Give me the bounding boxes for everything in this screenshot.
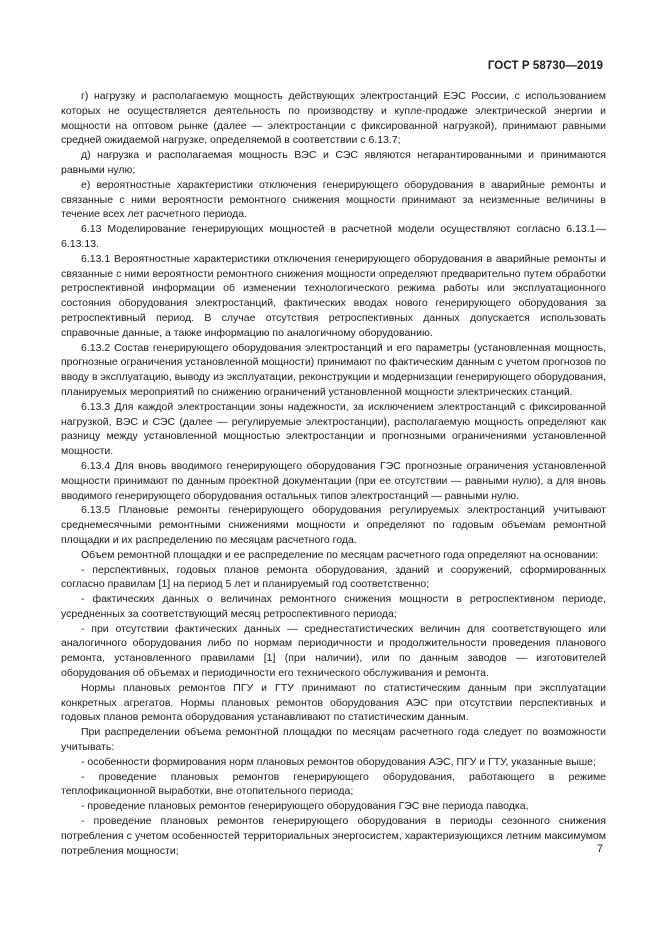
paragraph-6-13: 6.13 Моделирование генерирующих мощностей в расчетной модели осуществляют согласно 6.13.1—6.13.13.: [61, 223, 606, 250]
list-item-seasonal: - проведение плановых ремонтов генерирующего оборудования в периоды сезонного снижения потребления с учетом особенностей территориальных энергосистем, характеризующихся летним максимумом потребления мощности;: [61, 815, 606, 857]
page-number: 7: [596, 843, 603, 855]
list-item-heating: - проведение плановых ремонтов генерирующего оборудования, работающего в режиме теплофикационной выработки, вне отопительного периода;: [61, 770, 606, 798]
paragraph-repair-volume: Объем ремонтной площадки и ее распределение по месяцам расчетного года определяют на основании:: [81, 548, 599, 561]
paragraph-6-13-4: 6.13.4 Для вновь вводимого генерирующего оборудования ГЭС прогнозные ограничения установленной мощности принимают по данным проектной документации (при ее отсутствии — равными нулю), а для вновь вводимого генерирующего оборудования остальных типов электростанций — равными нулю.: [61, 459, 606, 502]
document-header: ГОСТ Р 58730—2019: [487, 60, 603, 72]
list-item-plans: - перспективных, годовых планов ремонта оборудования, зданий и сооружений, сформированных согласно правилам [1] на период 5 лет и планируемый год соответственно;: [61, 563, 606, 591]
paragraph-6-13-3: 6.13.3 Для каждой электростанции зоны надежности, за исключением электростанций с фиксированной нагрузкой, ВЭС и СЭС (далее — регулируемые электростанции), располагаемую мощность определяют как разницу между установленной мощностью электростанции и прогнозными ограничениями установленной мощности.: [61, 400, 606, 458]
paragraph-6-13-1: 6.13.1 Вероятностные характеристики отключения генерирующего оборудования в аварийные ремонты и связанные с ними вероятности ремонтного снижения мощности определяют предварительно путем обработки ретроспективной информации об изменении технологического режима работы или эксплуатационного состояния оборудования электростанций, фактических вводах нового генерирующего оборудования за ретроспективный период. В случае отсутствия ретроспективных данных допускается использовать справочные данные, а также информацию по аналогичному оборудованию.: [61, 252, 606, 339]
paragraph-item-g: г) нагрузку и располагаемую мощность действующих электростанций ЕЭС России, с использованием которых не осуществляется деятельность по производству и купле-продаже электрической энергии и мощности на оптовом рынке (далее — электростанции с фиксированной нагрузкой), принимают равными средней ожидаемой нагрузке, определяемой в соответствии с 6.13.7;: [61, 90, 606, 147]
paragraph-item-e: е) вероятностные характеристики отключения генерирующего оборудования в аварийные ремонты и связанные с ними вероятности ремонтного снижения мощности принимают за неизменные величины в течение всех лет расчетного периода.: [61, 178, 606, 221]
list-item-flood: - проведение плановых ремонтов генерирующего оборудования ГЭС вне периода паводка,: [81, 800, 529, 813]
paragraph-6-13-2: 6.13.2 Состав генерирующего оборудования электростанций и его параметры (установленная мощность, прогнозные ограничения установленной мощности) принимают по фактическим данным с учетом прогнозов по вводу в эксплуатацию, выводу из эксплуатации, реконструкции и модернизации генерирующего оборудования, планируемых мероприятий по снижению ограничений установленной мощности электрических станций.: [61, 341, 606, 398]
list-item-statistics: - при отсутствии фактических данных — среднестатистических величин для соответствующего или аналогичного оборудования либо по нормам периодичности и продолжительности проведения планового ремонта, установленного правилами [1] (при наличии), или по данным заводов — изготовителей оборудования об объемах и периодичности его технического обслуживания и ремонта.: [61, 622, 606, 680]
list-item-norms-features: - особенности формирования норм плановых ремонтов оборудования АЭС, ПГУ и ГТУ, указанные выше;: [81, 755, 596, 768]
paragraph-pgu-gtu-norms: Нормы плановых ремонтов ПГУ и ГТУ принимают по статистическим данным при эксплуатации конкретных агрегатов. Нормы плановых ремонтов оборудования АЭС при отсутствии перспективных и годовых планов ремонта оборудования устанавливают по статистическим данным.: [61, 681, 606, 724]
paragraph-item-d: д) нагрузка и располагаемая мощность ВЭС и СЭС являются негарантированными и принимаются равными нулю;: [61, 149, 606, 176]
list-item-actual-data: - фактических данных о величинах ремонтного снижения мощности в ретроспективном периоде, усредненных за соответствующий месяц ретроспективного периода;: [61, 593, 606, 620]
paragraph-6-13-5: 6.13.5 Плановые ремонты генерирующего оборудования регулируемых электростанций учитывают среднемесячными ремонтными снижениями мощности и определяют по годовым объемам ремонтной площадки и их распределению по месяцам расчетного года.: [61, 504, 606, 546]
paragraph-distribution: При распределении объема ремонтной площадки по месяцам расчетного года следует по возможности учитывать:: [61, 726, 606, 754]
document-body: [61, 89, 606, 858]
